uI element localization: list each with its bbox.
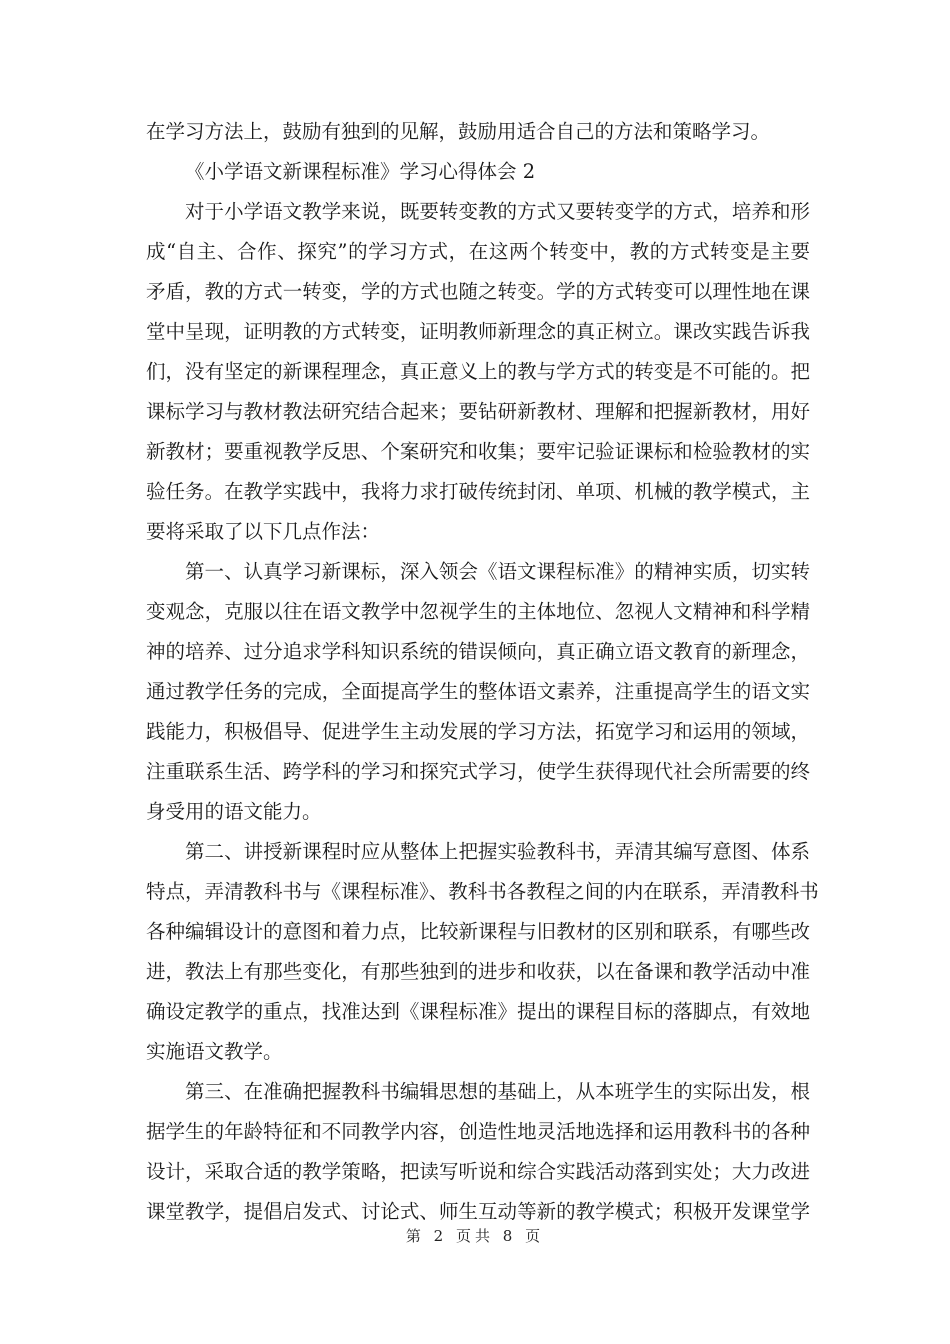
- text-line: 确设定教学的重点，找准达到《课程标准》提出的课程目标的落脚点，有效地: [146, 1000, 810, 1023]
- text-line: 课堂教学，提倡启发式、讨论式、师生互动等新的教学模式；积极开发课堂学: [146, 1200, 810, 1223]
- text-line: 践能力，积极倡导、促进学生主动发展的学习方法，拓宽学习和运用的领域，: [146, 720, 810, 743]
- text-line: 身受用的语文能力。: [146, 800, 322, 823]
- text-line: 设计，采取合适的教学策略，把读写听说和综合实践活动落到实处；大力改进: [146, 1160, 810, 1183]
- document-body: [146, 112, 819, 1232]
- text-line: 在学习方法上，鼓励有独到的见解，鼓励用适合自己的方法和策略学习。: [146, 120, 771, 143]
- text-line: 据学生的年龄特征和不同教学内容，创造性地灵活地选择和运用教科书的各种: [146, 1120, 810, 1143]
- text-line: 特点，弄清教科书与《课程标准》、教科书各教程之间的内在联系，弄清教科书: [146, 880, 819, 903]
- text-line: 们，没有坚定的新课程理念，真正意义上的教与学方式的转变是不可能的。把: [146, 360, 810, 383]
- text-line: 第二、讲授新课程时应从整体上把握实验教科书，弄清其编写意图、体系: [185, 840, 810, 863]
- text-line: 成“自主、合作、探究”的学习方式，在这两个转变中，教的方式转变是主要: [146, 240, 810, 263]
- text-line: 变观念，克服以往在语文教学中忽视学生的主体地位、忽视人文精神和科学精: [146, 600, 810, 623]
- text-line: 通过教学任务的完成，全面提高学生的整体语文素养，注重提高学生的语文实: [146, 680, 810, 703]
- text-line: 要将采取了以下几点作法：: [146, 520, 381, 543]
- text-line: 新教材；要重视教学反思、个案研究和收集；要牢记验证课标和检验教材的实: [146, 440, 810, 463]
- text-line: 《小学语文新课程标准》学习心得体会 2: [185, 160, 536, 183]
- text-line: 各种编辑设计的意图和着力点，比较新课程与旧教材的区别和联系，有哪些改: [146, 920, 810, 943]
- text-line: 进，教法上有那些变化，有那些独到的进步和收获，以在备课和教学活动中准: [146, 960, 810, 983]
- text-line: 实施语文教学。: [146, 1040, 283, 1063]
- text-line: 神的培养、过分追求学科知识系统的错误倾向，真正确立语文教育的新理念，: [146, 640, 810, 663]
- text-line: 课标学习与教材教法研究结合起来；要钻研新教材、理解和把握新教材，用好: [146, 400, 810, 423]
- text-line: 对于小学语文教学来说，既要转变教的方式又要转变学的方式，培养和形: [185, 200, 810, 223]
- text-line: 第一、认真学习新课标，深入领会《语文课程标准》的精神实质，切实转: [185, 560, 810, 583]
- text-line: 注重联系生活、跨学科的学习和探究式学习，使学生获得现代社会所需要的终: [146, 760, 810, 783]
- text-line: 验任务。在教学实践中，我将力求打破传统封闭、单项、机械的教学模式，主: [146, 480, 810, 503]
- text-line: 第三、在准确把握教科书编辑思想的基础上，从本班学生的实际出发，根: [185, 1080, 810, 1103]
- text-line: 矛盾，教的方式一转变，学的方式也随之转变。学的方式转变可以理性地在课: [146, 280, 810, 303]
- page-footer: 第 2 页共 8 页: [405, 1227, 545, 1245]
- text-line: 堂中呈现，证明教的方式转变，证明教师新理念的真正树立。课改实践告诉我: [146, 320, 810, 343]
